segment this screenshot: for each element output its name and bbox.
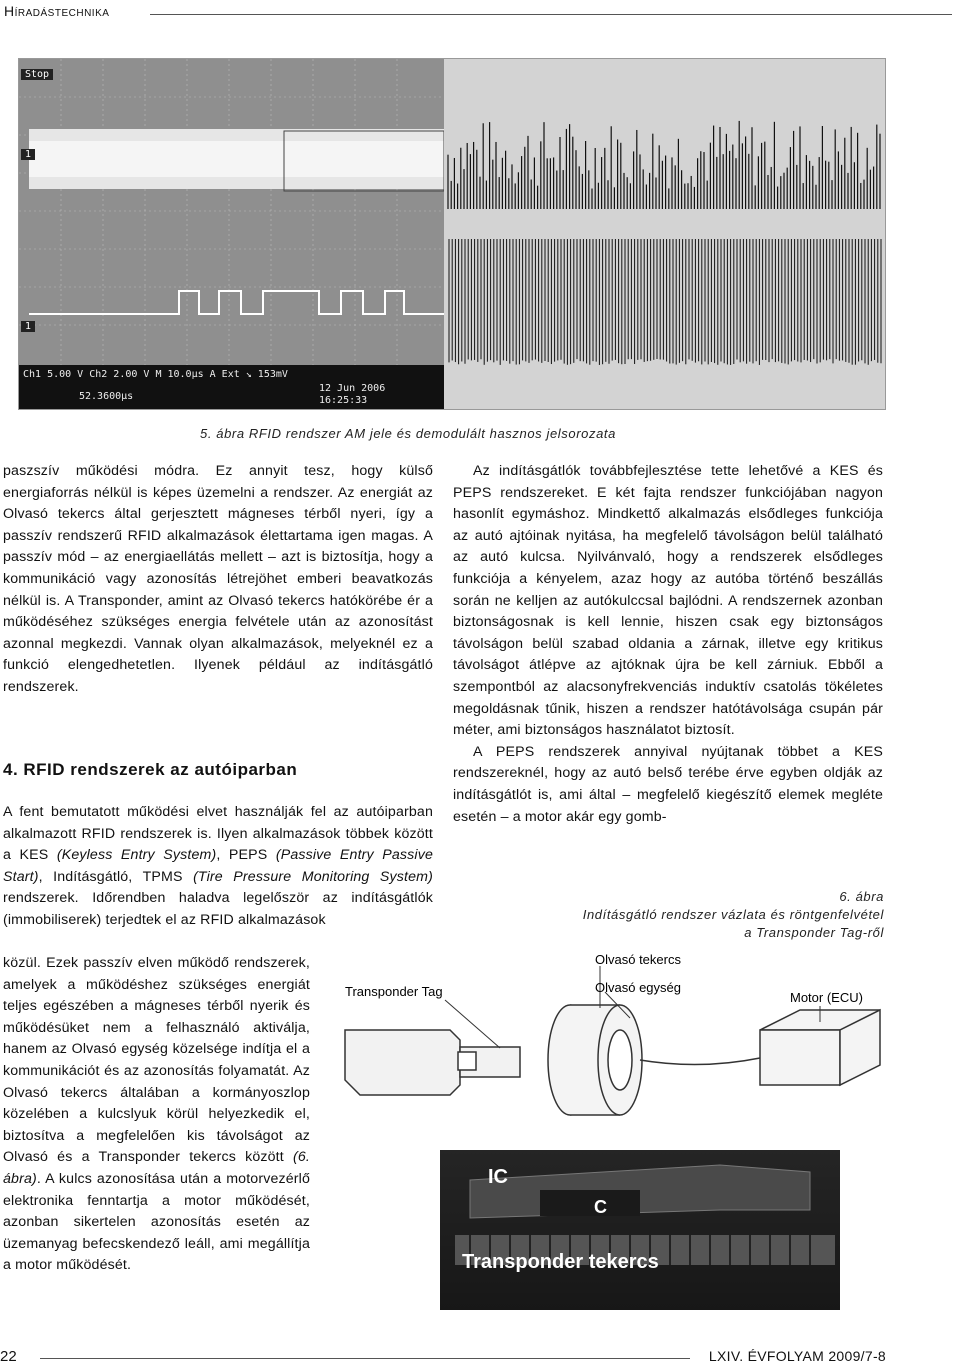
para3-text-a: közül. Ezek passzív elven működő rendszerek, amelyek a működéshez szükséges energiát teljes egészében a mágneses térből nyerik és működésüket nem a felhasználó aktiválja, hanem az Olvasó egység közelsége indítja el a kommunikációt és az azonosítás folyamatát. Az Olvasó tekercs általában a kormányoszlop közelében a kulcslyuk körül helyezkedik el, biztosítva a megfelelően kis távolságot az Olvasó és a Transponder tekercs között	[3, 955, 310, 1166]
para2-text-d: rendszerek. Időrendben haladva legelőször az indításgátlók (immobiliserek) terjedtek el az RFID alkalmazások	[3, 890, 433, 928]
scope-time: 16:25:33	[319, 395, 368, 406]
running-header	[0, 0, 960, 26]
left-paragraph-2	[3, 802, 433, 932]
label-reader-coil: Olvasó tekercs	[595, 952, 681, 967]
right-paragraph-1: Az indításgátlók továbbfejlesztése tette lehetővé a KES és PEPS rendszereket. E két fajta rendszer funkciójában nagyon hasonlít egymáshoz. Mindkettő alkalmazás elsődleges funkciója az autó ajtóinak nyitása, ha megfelelő távolságon belül található az autó kulcsa. Nyilvánvaló, hogy a rendszerek elsődleges funkciója a kényelem, azaz hogy az autóba történő beszállás során ne kelljen az autókulccsal bajlódni. A rendszernek azonban biztonságosnak is kell lennie, hiszen csak egy biztonságos távolságon belül szabad oldania a zárnak, illetve egy kritikus távolságot átlépve az ajtóknak újra be kell zárniuk. Ebből a szempontból az alacsonyfrekvenciás induktív csatolás tökéletes megoldásnak tűnik, hiszen a rendszer hatótávolsága csupán pár méter, ami biztonságos használatot biztosít.	[453, 463, 883, 739]
kes-term: (Keyless Entry System)	[56, 847, 217, 864]
left-column-mid	[3, 802, 433, 932]
figure-5-caption: 5. ábra RFID rendszer AM jele és demodulált hasznos jelsorozata	[200, 426, 616, 441]
label-transponder-tag: Transponder Tag	[345, 984, 443, 999]
para2-text-c: , Indításgátló, TPMS	[38, 868, 194, 885]
scope-readout-row1: Ch1 5.00 V Ch2 2.00 V M 10.0µs A Ext ↘ 153mV	[23, 369, 288, 380]
figure-5-oscilloscope	[18, 58, 886, 410]
figure-6-illustration	[340, 940, 900, 1320]
left-paragraph-3	[3, 953, 310, 1277]
figure-6-caption-number: 6. ábra	[839, 889, 884, 904]
tpms-term: (Tire Pressure Monitoring System)	[193, 868, 433, 885]
scope-status: Stop	[21, 69, 53, 80]
xray-photo	[440, 1150, 840, 1310]
scope-date: 12 Jun 2006	[319, 383, 386, 394]
left-column-top	[3, 461, 433, 699]
figure-6-caption	[583, 888, 884, 942]
section-heading: 4. RFID rendszerek az autóiparban	[3, 760, 298, 779]
ch1-marker: 1	[21, 149, 35, 160]
label-ic: IC	[488, 1166, 508, 1188]
para3-text-b: . A kulcs azonosítása után a motorvezérlő elektronika fenntartja a motor működését, azonban sikertelen azonosítás esetén az üzemanyag befecskendező leáll, ami megállítja a motor működését.	[3, 1170, 310, 1274]
reader-coil-drawing	[548, 1005, 642, 1115]
label-transponder-coil: Transponder tekercs	[462, 1251, 659, 1273]
figure-6-reference: (6. ábra)	[3, 1149, 310, 1187]
right-column	[453, 461, 883, 828]
figure-6-caption-line3: a Transponder Tag-ről	[744, 925, 884, 940]
left-column-bottom	[3, 953, 310, 1277]
scope-readout	[19, 365, 444, 409]
immobiliser-diagram	[340, 940, 900, 1320]
scope-screen	[19, 59, 444, 409]
journal-title: Híradástechnika	[4, 3, 110, 19]
figure-6-caption-line2: Indításgátló rendszer vázlata és röntgenfelvétel	[582, 907, 884, 922]
scope-readout-row2: 52.3600µs	[79, 391, 134, 402]
para2-text-b: , PEPS	[216, 847, 276, 864]
header-rule	[150, 14, 952, 15]
issue-info: LXIV. ÉVFOLYAM 2009/7-8	[708, 1348, 886, 1364]
label-c: C	[594, 1197, 607, 1217]
label-reader-unit: Olvasó egység	[595, 980, 681, 995]
footer-rule	[40, 1358, 690, 1359]
left-paragraph-1: paszszív működési módra. Ez annyit tesz, hogy külső energiaforrás nélkül is képes üzemelni a rendszer. Az energiát az Olvasó tekercs által gerjesztett mágneses térből nyeri, így a passzív rendszerű RFID alkalmazások élettartama igen magas. A passzív mód – az energiaellátás mellett – azt is biztosítja, hogy a kommunikáció vagy azonosítás létrejöhet emberi beavatkozás nélkül is. A Transponder, amint az Olvasó tekercs hatókörébe ér a működéséhez szükséges energia felvétele után az azonosítást azonnal megkezdi. Vannak olyan alkalmazások, melyeknél ez a funkció elengedhetetlen. Ilyenek például az indításgátló rendszerek.	[3, 463, 433, 695]
right-paragraph-2: A PEPS rendszerek annyival nyújtanak többet a KES rendszereknél, hogy az autó belső terébe érve egyben oldják az indításgátlót is, ami által – megfelelő kiegészítő elemek megléte esetén – a motor akár egy gomb-	[453, 743, 883, 825]
scope-waveform-zoom	[444, 59, 885, 409]
scope-zoom-panel	[444, 59, 885, 409]
scope-waveform-left	[19, 59, 444, 365]
ch2-marker: 1	[21, 321, 35, 332]
label-motor-ecu: Motor (ECU)	[790, 990, 863, 1005]
para2-text-a: A fent bemutatott működési elvet használják fel az autóiparban alkalmazott RFID rendszerek is. Ilyen alkalmazások többek között a KES	[3, 804, 433, 864]
page-number: 22	[0, 1348, 17, 1365]
peps-term: (Passive Entry Passive Start)	[3, 847, 433, 885]
